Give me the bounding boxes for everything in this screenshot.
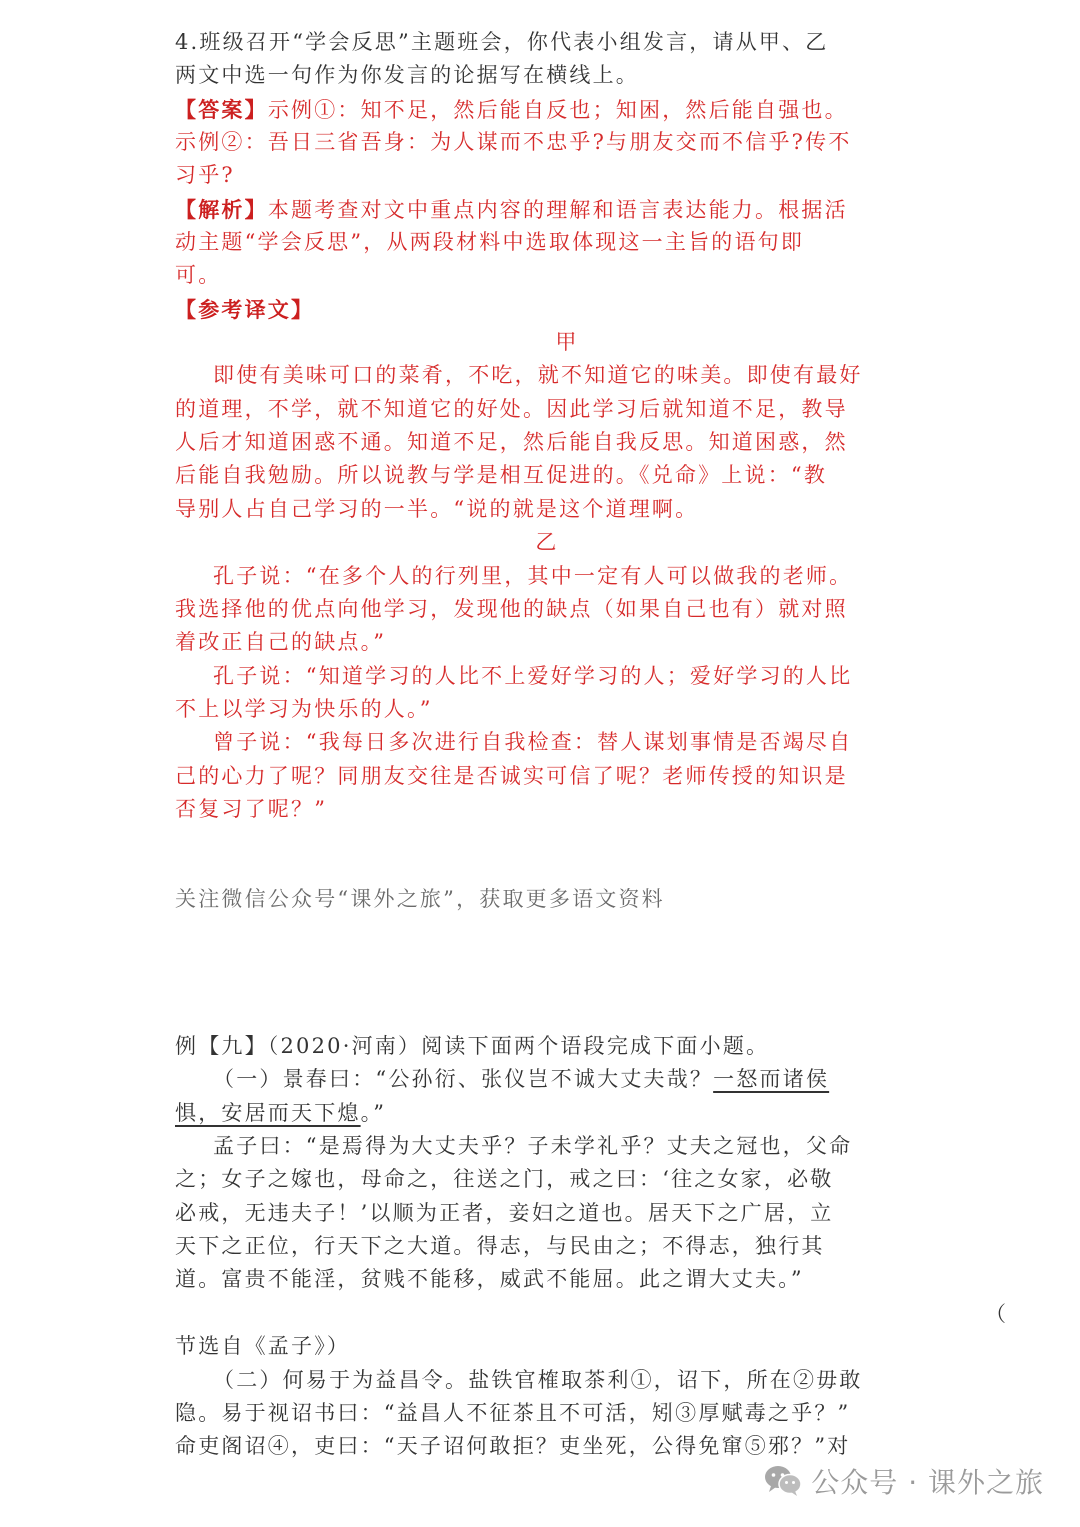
jia-line-3: 人后才知道困惑不通。知道不足，然后能自我反思。知道困惑，然 (175, 430, 848, 454)
answer-line-3: 习乎? (175, 163, 235, 187)
passage-1-prefix: （一）景春曰：“公孙衍、张仪岂不诚大丈夫哉？ (213, 1067, 714, 1091)
answer-label: 【答案】 (175, 97, 268, 122)
passage-2-line-1: （二）何易于为益昌令。盐铁官榷取茶利①，诏下，所在②毋敢 (213, 1368, 863, 1392)
mencius-line-1: 孟子曰：“是焉得为大丈夫乎？子未学礼乎？丈夫之冠也，父命 (213, 1134, 853, 1158)
yi-line-8: 否复习了呢？” (175, 797, 328, 821)
watermark-text: 公众号 · 课外之旅 (811, 1466, 1044, 1499)
analysis-line-3: 可。 (175, 263, 222, 287)
translation-label: 【参考译文】 (175, 297, 315, 322)
analysis-line-1 (175, 193, 905, 227)
passage-1-underlined-2: 惧，安居而天下熄 (175, 1101, 361, 1125)
yi-line-3: 着改正自己的缺点。” (175, 630, 387, 654)
yi-line-7: 己的心力了呢？同朋友交往是否诚实可信了呢？老师传授的知识是 (175, 764, 848, 788)
source-line: 节选自《孟子》） (175, 1334, 351, 1358)
yi-line-6: 曾子说：“我每日多次进行自我检查：替人谋划事情是否竭尽自 (213, 730, 853, 754)
watermark (763, 1461, 1044, 1501)
passage-1-suffix: 。” (360, 1101, 387, 1125)
analysis-line-2: 动主题“学会反思”，从两段材料中选取体现这一主旨的语句即 (175, 230, 805, 254)
passage-1-line-2 (175, 1097, 905, 1130)
passage-2-line-2: 隐。易于视诏书曰：“益昌人不征茶且不可活，矧③厚赋毒之乎？” (175, 1401, 851, 1425)
jia-line-5: 导别人占自己学习的一半。“说的就是这个道理啊。 (175, 497, 699, 521)
jia-line-2: 的道理，不学，就不知道它的好处。因此学习后就知道不足，教导 (175, 397, 848, 421)
question-4-line-2: 两文中选一句作为你发言的论据写在横线上。 (175, 63, 639, 87)
yi-title: 乙 (535, 530, 559, 554)
jia-title: 甲 (555, 330, 579, 354)
follow-promo-text: 关注微信公众号“课外之旅”，获取更多语文资料 (175, 887, 665, 911)
mencius-line-4: 天下之正位，行天下之大道。得志，与民由之；不得志，独行其 (175, 1234, 825, 1258)
yi-line-5: 不上以学习为快乐的人。” (175, 697, 433, 721)
mencius-line-5: 道。富贵不能淫，贫贱不能移，威武不能屈。此之谓大丈夫。” (175, 1267, 804, 1291)
open-paren: （ (985, 1302, 1006, 1326)
answer-line-2: 示例②：吾日三省吾身：为人谋而不忠乎?与朋友交而不信乎?传不 (175, 130, 852, 154)
answer-line-1 (175, 93, 905, 127)
jia-line-1: 即使有美味可口的菜肴，不吃，就不知道它的味美。即使有最好 (213, 363, 863, 387)
answer-text-1: 示例①：知不足，然后能自反也；知困，然后能自强也。 (267, 98, 848, 122)
yi-line-1: 孔子说：“在多个人的行列里，其中一定有人可以做我的老师。 (213, 564, 853, 588)
wechat-icon (763, 1464, 803, 1498)
jia-line-4: 后能自我勉励。所以说教与学是相互促进的。《兑命》上说：“教 (175, 463, 828, 487)
example-9-heading: 例【九】（2020·河南）阅读下面两个语段完成下面小题。 (175, 1034, 770, 1058)
mencius-line-3: 必戒，无违夫子！’以顺为正者，妾妇之道也。居天下之广居，立 (175, 1201, 834, 1225)
analysis-text-1: 本题考查对文中重点内容的理解和语言表达能力。根据活 (267, 198, 848, 222)
passage-2-line-3: 命吏阁诏④，吏曰：“天子诏何敢拒？吏坐死，公得免窜⑤邪？”对 (175, 1434, 851, 1458)
analysis-label: 【解析】 (175, 197, 268, 222)
yi-line-2: 我选择他的优点向他学习，发现他的缺点（如果自己也有）就对照 (175, 597, 848, 621)
passage-1-line-1 (213, 1063, 943, 1096)
mencius-line-2: 之；女子之嫁也，母命之，往送之门，戒之曰：‘往之女家，必敬 (175, 1167, 834, 1191)
passage-1-underlined-1: 一怒而诸侯 (713, 1067, 830, 1091)
question-4-line-1: 4.班级召开“学会反思”主题班会，你代表小组发言，请从甲、乙 (175, 30, 829, 54)
yi-line-4: 孔子说：“知道学习的人比不上爱好学习的人；爱好学习的人比 (213, 664, 853, 688)
